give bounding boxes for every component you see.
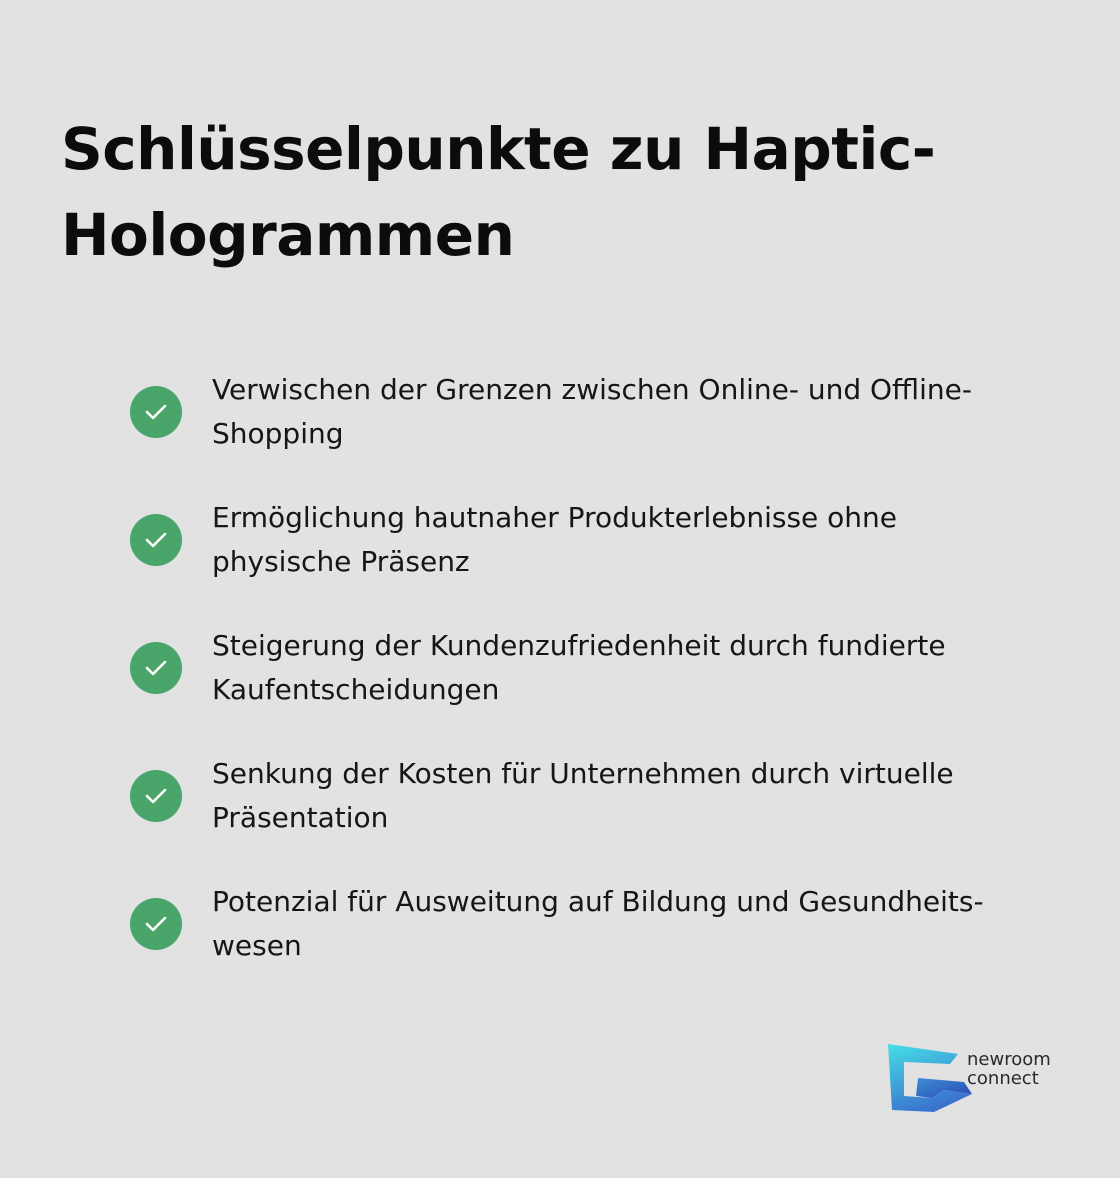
list-item (130, 624, 1050, 724)
brand-logo (888, 1042, 1068, 1116)
list-item-text: Ermöglichung hautnaher Produkterlebnisse ohne physische Präsenz (212, 501, 898, 578)
list-item (130, 752, 1050, 852)
page-title-line-2: Hologrammen (61, 201, 515, 269)
list-item (130, 880, 1050, 980)
check-icon (130, 770, 182, 822)
check-icon (130, 514, 182, 566)
list-item (130, 496, 1050, 596)
newroom-connect-logo-icon (888, 1042, 974, 1116)
list-item-text: Senkung der Kosten für Unternehmen durch virtuelle Präsentation (212, 757, 954, 834)
check-icon (130, 386, 182, 438)
page-title-line-1: Schlüsselpunkte zu Haptic- (61, 115, 936, 183)
list-item-text: Steigerung der Kundenzufriedenheit durch fundierte Kaufentscheidungen (212, 629, 946, 706)
logo-wordmark: newroom connect (967, 1049, 1051, 1089)
list-item-text: Verwischen der Grenzen zwischen Online- und Offline- Shopping (212, 373, 972, 450)
check-icon (130, 642, 182, 694)
list-item (130, 368, 1050, 468)
list-item-text: Potenzial für Ausweitung auf Bildung und Gesundheits- wesen (212, 885, 984, 962)
check-icon (130, 898, 182, 950)
